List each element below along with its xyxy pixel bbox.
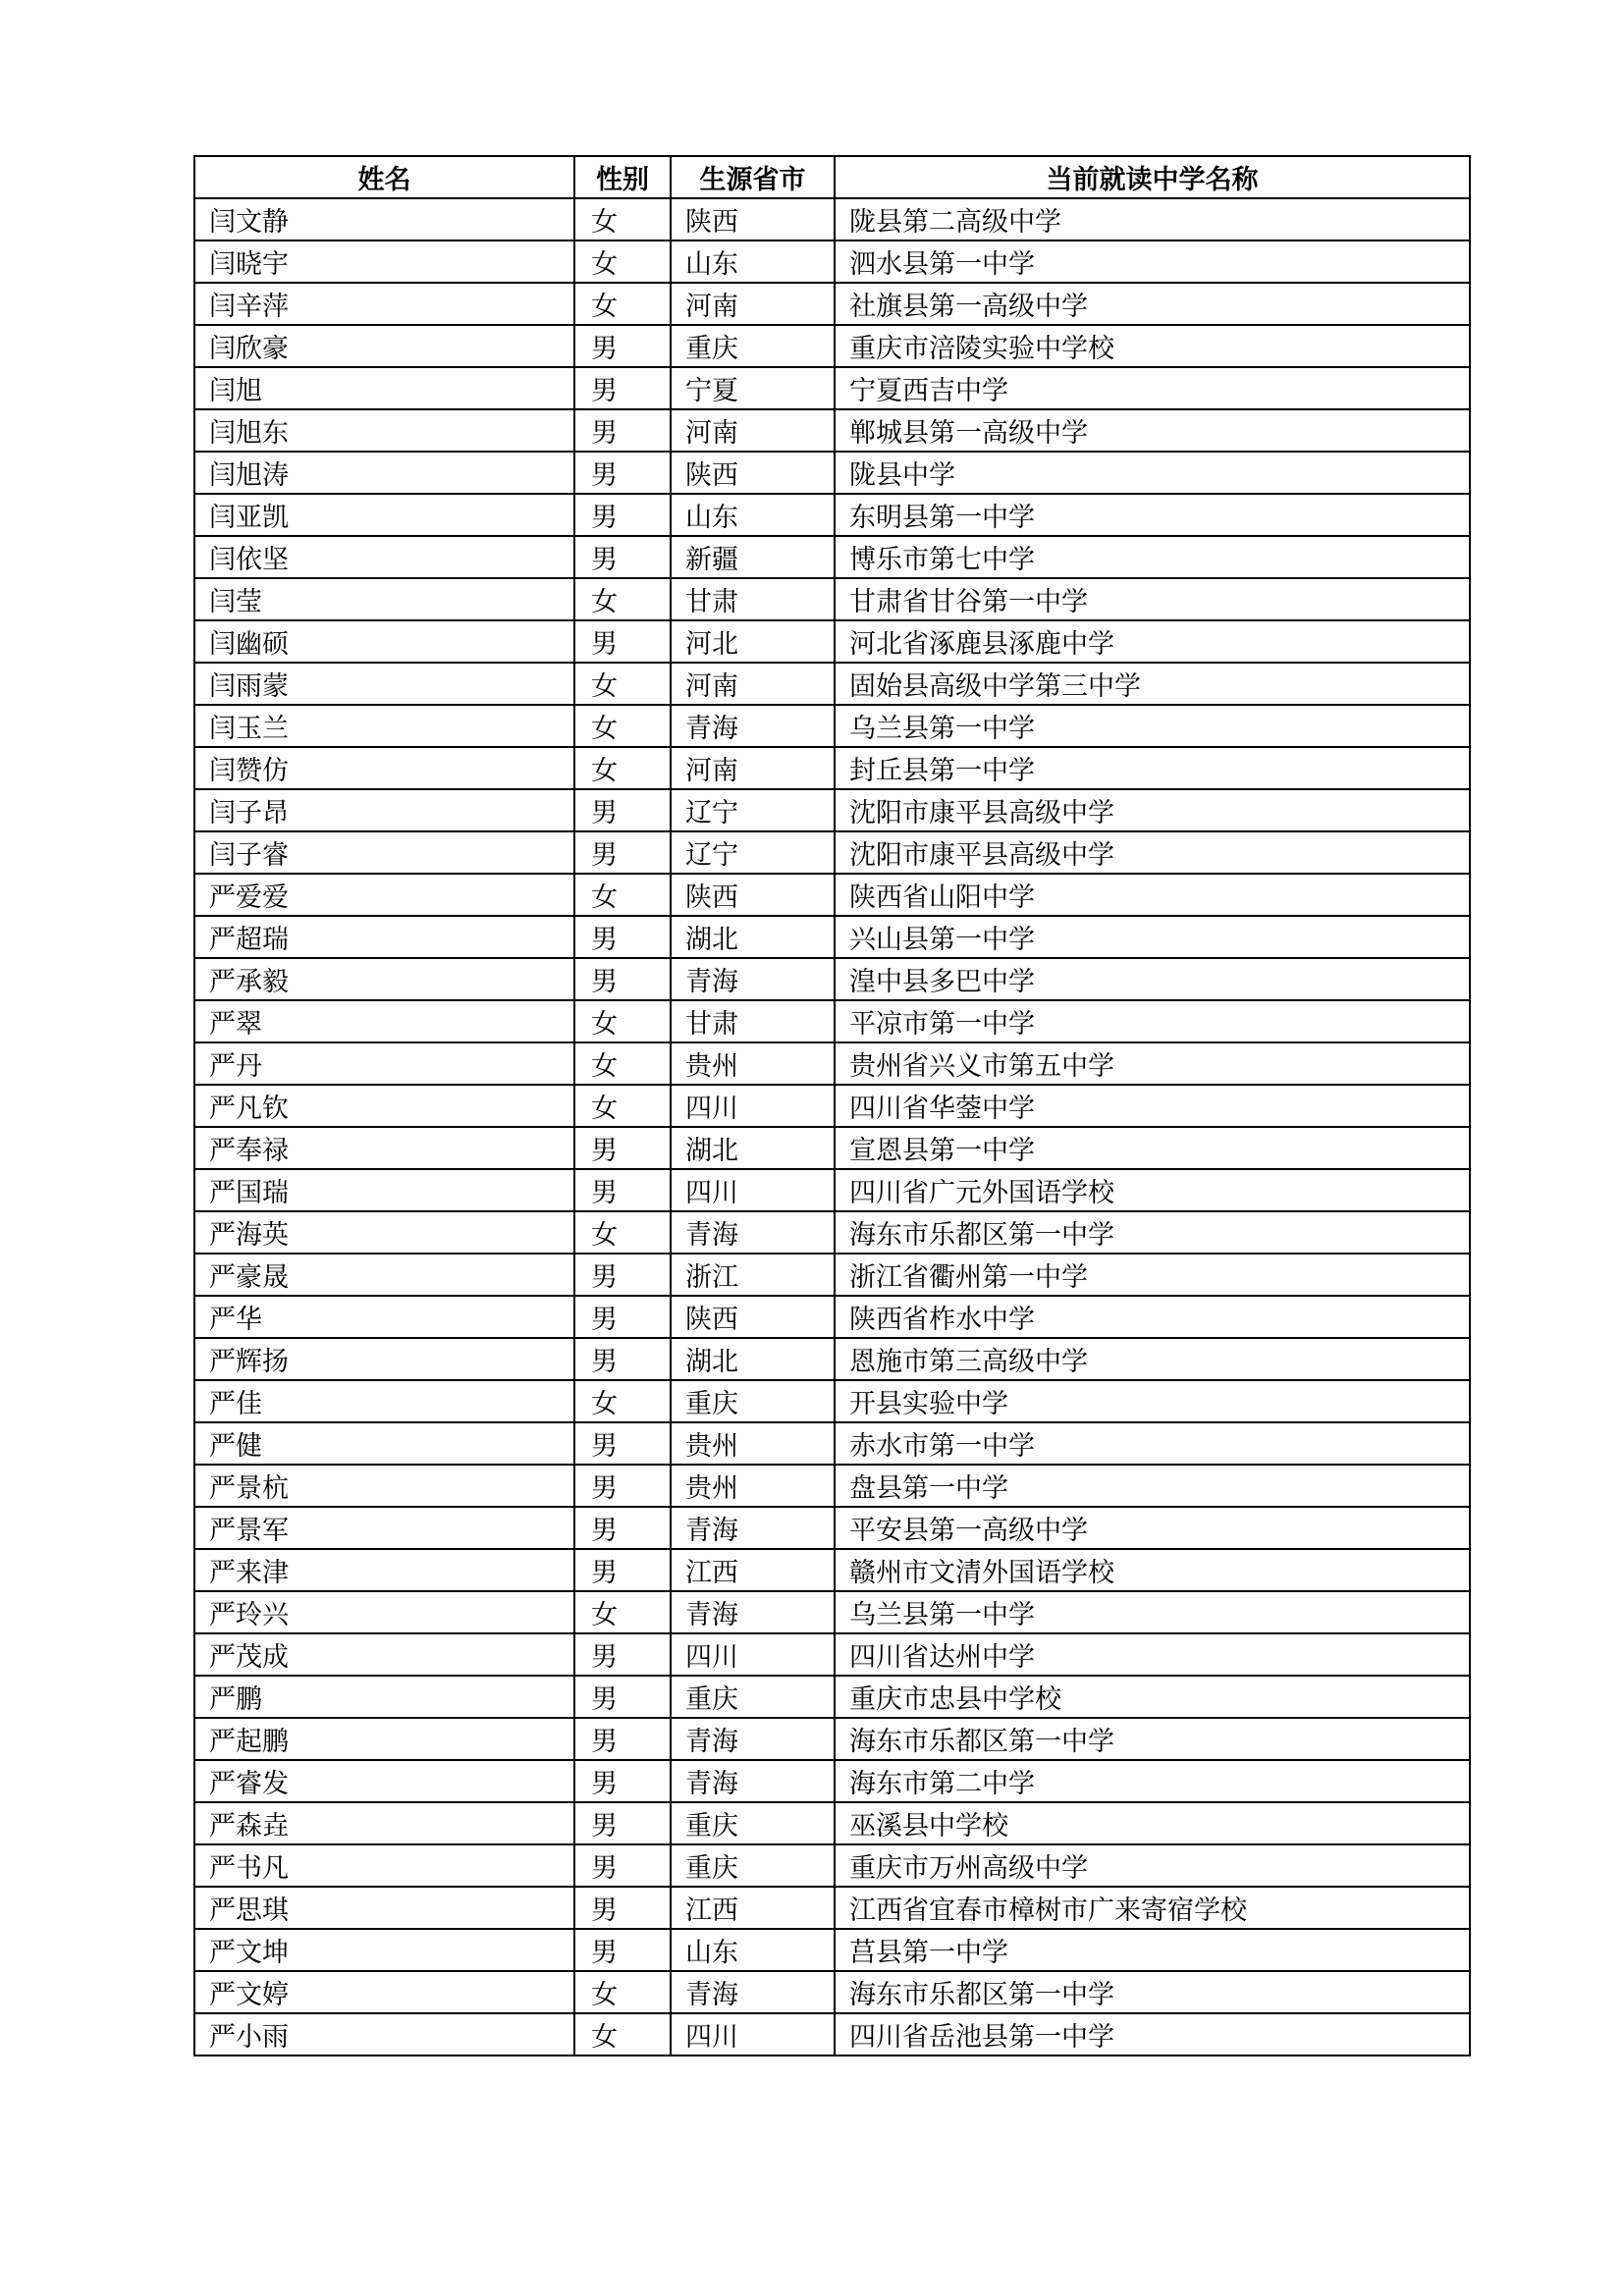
gender-cell: 男 bbox=[574, 1127, 671, 1169]
table-row bbox=[194, 325, 1470, 367]
gender-cell: 男 bbox=[574, 789, 671, 831]
school-cell: 陕西省山阳中学 bbox=[835, 874, 1470, 916]
province-cell: 甘肃 bbox=[671, 1000, 835, 1042]
name-cell: 严华 bbox=[194, 1296, 574, 1338]
province-cell: 青海 bbox=[671, 1211, 835, 1254]
name-cell: 闫莹 bbox=[194, 578, 574, 620]
province-cell: 山东 bbox=[671, 1929, 835, 1971]
table-row bbox=[194, 1633, 1470, 1676]
name-cell: 严辉扬 bbox=[194, 1338, 574, 1380]
school-cell: 恩施市第三高级中学 bbox=[835, 1338, 1470, 1380]
table-row bbox=[194, 1465, 1470, 1507]
table-row bbox=[194, 1718, 1470, 1760]
name-cell: 闫旭 bbox=[194, 367, 574, 409]
table-row bbox=[194, 789, 1470, 831]
school-cell: 四川省达州中学 bbox=[835, 1633, 1470, 1676]
school-cell: 东明县第一中学 bbox=[835, 494, 1470, 536]
name-cell: 严文婷 bbox=[194, 1971, 574, 2013]
province-cell: 青海 bbox=[671, 1507, 835, 1549]
name-cell: 严凡钦 bbox=[194, 1085, 574, 1127]
table-row bbox=[194, 1422, 1470, 1465]
school-cell: 陕西省柞水中学 bbox=[835, 1296, 1470, 1338]
province-cell: 河北 bbox=[671, 620, 835, 663]
name-cell: 严爱爱 bbox=[194, 874, 574, 916]
gender-cell: 男 bbox=[574, 452, 671, 494]
province-cell: 四川 bbox=[671, 2013, 835, 2056]
school-cell: 沈阳市康平县高级中学 bbox=[835, 831, 1470, 874]
gender-cell: 男 bbox=[574, 620, 671, 663]
school-cell: 盘县第一中学 bbox=[835, 1465, 1470, 1507]
province-cell: 青海 bbox=[671, 1760, 835, 1802]
gender-cell: 女 bbox=[574, 198, 671, 240]
name-cell: 严思琪 bbox=[194, 1887, 574, 1929]
name-cell: 严翠 bbox=[194, 1000, 574, 1042]
name-cell: 严豪晟 bbox=[194, 1254, 574, 1296]
gender-cell: 男 bbox=[574, 1929, 671, 1971]
gender-cell: 男 bbox=[574, 1760, 671, 1802]
gender-cell: 男 bbox=[574, 536, 671, 578]
name-cell: 严来津 bbox=[194, 1549, 574, 1591]
table-row bbox=[194, 240, 1470, 283]
table-row bbox=[194, 494, 1470, 536]
school-cell: 封丘县第一中学 bbox=[835, 747, 1470, 789]
table-row bbox=[194, 2013, 1470, 2056]
province-cell: 江西 bbox=[671, 1549, 835, 1591]
province-cell: 湖北 bbox=[671, 1127, 835, 1169]
gender-cell: 女 bbox=[574, 705, 671, 747]
school-cell: 海东市第二中学 bbox=[835, 1760, 1470, 1802]
gender-cell: 女 bbox=[574, 874, 671, 916]
school-cell: 四川省华蓥中学 bbox=[835, 1085, 1470, 1127]
province-cell: 浙江 bbox=[671, 1254, 835, 1296]
name-cell: 严超瑞 bbox=[194, 916, 574, 958]
province-cell: 贵州 bbox=[671, 1422, 835, 1465]
table-row bbox=[194, 409, 1470, 452]
gender-cell: 男 bbox=[574, 1254, 671, 1296]
table-row bbox=[194, 1296, 1470, 1338]
table-row bbox=[194, 916, 1470, 958]
province-cell: 河南 bbox=[671, 283, 835, 325]
school-cell: 河北省涿鹿县涿鹿中学 bbox=[835, 620, 1470, 663]
province-cell: 江西 bbox=[671, 1887, 835, 1929]
province-cell: 河南 bbox=[671, 663, 835, 705]
school-cell: 湟中县多巴中学 bbox=[835, 958, 1470, 1000]
gender-cell: 男 bbox=[574, 1802, 671, 1844]
province-cell: 陕西 bbox=[671, 452, 835, 494]
table-row bbox=[194, 747, 1470, 789]
header-name: 姓名 bbox=[194, 156, 574, 198]
school-cell: 沈阳市康平县高级中学 bbox=[835, 789, 1470, 831]
school-cell: 海东市乐都区第一中学 bbox=[835, 1211, 1470, 1254]
gender-cell: 男 bbox=[574, 1633, 671, 1676]
province-cell: 湖北 bbox=[671, 1338, 835, 1380]
gender-cell: 女 bbox=[574, 747, 671, 789]
name-cell: 闫玉兰 bbox=[194, 705, 574, 747]
school-cell: 平凉市第一中学 bbox=[835, 1000, 1470, 1042]
school-cell: 重庆市忠县中学校 bbox=[835, 1676, 1470, 1718]
table-row bbox=[194, 1042, 1470, 1085]
name-cell: 闫雨蒙 bbox=[194, 663, 574, 705]
name-cell: 闫旭东 bbox=[194, 409, 574, 452]
gender-cell: 男 bbox=[574, 1718, 671, 1760]
gender-cell: 男 bbox=[574, 1465, 671, 1507]
province-cell: 河南 bbox=[671, 747, 835, 789]
table-row bbox=[194, 1929, 1470, 1971]
name-cell: 严奉禄 bbox=[194, 1127, 574, 1169]
table-row bbox=[194, 452, 1470, 494]
school-cell: 郸城县第一高级中学 bbox=[835, 409, 1470, 452]
gender-cell: 男 bbox=[574, 916, 671, 958]
table-row bbox=[194, 705, 1470, 747]
gender-cell: 男 bbox=[574, 1169, 671, 1211]
school-cell: 甘肃省甘谷第一中学 bbox=[835, 578, 1470, 620]
name-cell: 严佳 bbox=[194, 1380, 574, 1422]
table-row bbox=[194, 1211, 1470, 1254]
table-row bbox=[194, 874, 1470, 916]
school-cell: 江西省宜春市樟树市广来寄宿学校 bbox=[835, 1887, 1470, 1929]
header-school: 当前就读中学名称 bbox=[835, 156, 1470, 198]
table-row bbox=[194, 958, 1470, 1000]
gender-cell: 女 bbox=[574, 1085, 671, 1127]
name-cell: 严健 bbox=[194, 1422, 574, 1465]
school-cell: 四川省广元外国语学校 bbox=[835, 1169, 1470, 1211]
table-row bbox=[194, 1127, 1470, 1169]
province-cell: 湖北 bbox=[671, 916, 835, 958]
name-cell: 严承毅 bbox=[194, 958, 574, 1000]
name-cell: 闫子睿 bbox=[194, 831, 574, 874]
table-row bbox=[194, 1169, 1470, 1211]
school-cell: 赣州市文清外国语学校 bbox=[835, 1549, 1470, 1591]
table-row bbox=[194, 620, 1470, 663]
header-gender: 性别 bbox=[574, 156, 671, 198]
name-cell: 严小雨 bbox=[194, 2013, 574, 2056]
header-province: 生源省市 bbox=[671, 156, 835, 198]
name-cell: 严国瑞 bbox=[194, 1169, 574, 1211]
gender-cell: 女 bbox=[574, 578, 671, 620]
name-cell: 严起鹏 bbox=[194, 1718, 574, 1760]
school-cell: 宣恩县第一中学 bbox=[835, 1127, 1470, 1169]
table-row bbox=[194, 1338, 1470, 1380]
province-cell: 新疆 bbox=[671, 536, 835, 578]
province-cell: 甘肃 bbox=[671, 578, 835, 620]
name-cell: 严睿发 bbox=[194, 1760, 574, 1802]
name-cell: 闫旭涛 bbox=[194, 452, 574, 494]
name-cell: 严景军 bbox=[194, 1507, 574, 1549]
table-row bbox=[194, 1549, 1470, 1591]
gender-cell: 女 bbox=[574, 1971, 671, 2013]
province-cell: 青海 bbox=[671, 1591, 835, 1633]
school-cell: 博乐市第七中学 bbox=[835, 536, 1470, 578]
name-cell: 严茂成 bbox=[194, 1633, 574, 1676]
table-row bbox=[194, 663, 1470, 705]
table-row bbox=[194, 198, 1470, 240]
province-cell: 重庆 bbox=[671, 1802, 835, 1844]
school-cell: 浙江省衢州第一中学 bbox=[835, 1254, 1470, 1296]
school-cell: 莒县第一中学 bbox=[835, 1929, 1470, 1971]
gender-cell: 男 bbox=[574, 1844, 671, 1887]
table-row bbox=[194, 1971, 1470, 2013]
school-cell: 陇县中学 bbox=[835, 452, 1470, 494]
school-cell: 巫溪县中学校 bbox=[835, 1802, 1470, 1844]
name-cell: 闫欣豪 bbox=[194, 325, 574, 367]
name-cell: 闫赞仿 bbox=[194, 747, 574, 789]
province-cell: 辽宁 bbox=[671, 831, 835, 874]
table-row bbox=[194, 1254, 1470, 1296]
gender-cell: 男 bbox=[574, 367, 671, 409]
table-row bbox=[194, 1591, 1470, 1633]
school-cell: 重庆市万州高级中学 bbox=[835, 1844, 1470, 1887]
school-cell: 重庆市涪陵实验中学校 bbox=[835, 325, 1470, 367]
province-cell: 青海 bbox=[671, 1718, 835, 1760]
gender-cell: 女 bbox=[574, 240, 671, 283]
gender-cell: 男 bbox=[574, 1549, 671, 1591]
gender-cell: 女 bbox=[574, 1211, 671, 1254]
name-cell: 严森垚 bbox=[194, 1802, 574, 1844]
gender-cell: 女 bbox=[574, 283, 671, 325]
name-cell: 闫子昂 bbox=[194, 789, 574, 831]
name-cell: 严玲兴 bbox=[194, 1591, 574, 1633]
school-cell: 泗水县第一中学 bbox=[835, 240, 1470, 283]
province-cell: 河南 bbox=[671, 409, 835, 452]
gender-cell: 男 bbox=[574, 409, 671, 452]
school-cell: 乌兰县第一中学 bbox=[835, 705, 1470, 747]
name-cell: 严鹏 bbox=[194, 1676, 574, 1718]
gender-cell: 女 bbox=[574, 1000, 671, 1042]
school-cell: 陇县第二高级中学 bbox=[835, 198, 1470, 240]
name-cell: 闫辛萍 bbox=[194, 283, 574, 325]
school-cell: 海东市乐都区第一中学 bbox=[835, 1971, 1470, 2013]
table-row bbox=[194, 1085, 1470, 1127]
school-cell: 贵州省兴义市第五中学 bbox=[835, 1042, 1470, 1085]
name-cell: 严书凡 bbox=[194, 1844, 574, 1887]
school-cell: 开县实验中学 bbox=[835, 1380, 1470, 1422]
school-cell: 海东市乐都区第一中学 bbox=[835, 1718, 1470, 1760]
province-cell: 重庆 bbox=[671, 1380, 835, 1422]
table-row bbox=[194, 1844, 1470, 1887]
table-row bbox=[194, 1887, 1470, 1929]
gender-cell: 女 bbox=[574, 663, 671, 705]
province-cell: 青海 bbox=[671, 1971, 835, 2013]
gender-cell: 女 bbox=[574, 2013, 671, 2056]
province-cell: 山东 bbox=[671, 240, 835, 283]
name-cell: 严丹 bbox=[194, 1042, 574, 1085]
province-cell: 四川 bbox=[671, 1633, 835, 1676]
school-cell: 兴山县第一中学 bbox=[835, 916, 1470, 958]
province-cell: 陕西 bbox=[671, 874, 835, 916]
name-cell: 严景杭 bbox=[194, 1465, 574, 1507]
province-cell: 贵州 bbox=[671, 1465, 835, 1507]
gender-cell: 男 bbox=[574, 1676, 671, 1718]
name-cell: 严海英 bbox=[194, 1211, 574, 1254]
table-row bbox=[194, 1380, 1470, 1422]
table-row bbox=[194, 1676, 1470, 1718]
name-cell: 闫幽硕 bbox=[194, 620, 574, 663]
school-cell: 乌兰县第一中学 bbox=[835, 1591, 1470, 1633]
province-cell: 陕西 bbox=[671, 198, 835, 240]
school-cell: 平安县第一高级中学 bbox=[835, 1507, 1470, 1549]
table-row bbox=[194, 578, 1470, 620]
province-cell: 陕西 bbox=[671, 1296, 835, 1338]
school-cell: 四川省岳池县第一中学 bbox=[835, 2013, 1470, 2056]
gender-cell: 男 bbox=[574, 1887, 671, 1929]
table-row bbox=[194, 1760, 1470, 1802]
province-cell: 贵州 bbox=[671, 1042, 835, 1085]
gender-cell: 男 bbox=[574, 494, 671, 536]
name-cell: 严文坤 bbox=[194, 1929, 574, 1971]
province-cell: 辽宁 bbox=[671, 789, 835, 831]
province-cell: 宁夏 bbox=[671, 367, 835, 409]
school-cell: 社旗县第一高级中学 bbox=[835, 283, 1470, 325]
gender-cell: 男 bbox=[574, 1422, 671, 1465]
table-row bbox=[194, 1802, 1470, 1844]
province-cell: 青海 bbox=[671, 958, 835, 1000]
school-cell: 宁夏西吉中学 bbox=[835, 367, 1470, 409]
province-cell: 重庆 bbox=[671, 325, 835, 367]
student-table bbox=[193, 155, 1471, 2056]
province-cell: 青海 bbox=[671, 705, 835, 747]
province-cell: 山东 bbox=[671, 494, 835, 536]
name-cell: 闫文静 bbox=[194, 198, 574, 240]
header-row bbox=[194, 156, 1470, 198]
gender-cell: 男 bbox=[574, 1507, 671, 1549]
table-row bbox=[194, 1507, 1470, 1549]
province-cell: 重庆 bbox=[671, 1844, 835, 1887]
gender-cell: 女 bbox=[574, 1591, 671, 1633]
gender-cell: 男 bbox=[574, 325, 671, 367]
school-cell: 固始县高级中学第三中学 bbox=[835, 663, 1470, 705]
table-row bbox=[194, 283, 1470, 325]
province-cell: 四川 bbox=[671, 1169, 835, 1211]
school-cell: 赤水市第一中学 bbox=[835, 1422, 1470, 1465]
name-cell: 闫晓宇 bbox=[194, 240, 574, 283]
name-cell: 闫亚凯 bbox=[194, 494, 574, 536]
gender-cell: 女 bbox=[574, 1380, 671, 1422]
table-row bbox=[194, 536, 1470, 578]
gender-cell: 男 bbox=[574, 1296, 671, 1338]
province-cell: 四川 bbox=[671, 1085, 835, 1127]
gender-cell: 男 bbox=[574, 1338, 671, 1380]
table-row bbox=[194, 831, 1470, 874]
gender-cell: 男 bbox=[574, 958, 671, 1000]
table-row bbox=[194, 367, 1470, 409]
table-row bbox=[194, 1000, 1470, 1042]
gender-cell: 女 bbox=[574, 1042, 671, 1085]
gender-cell: 男 bbox=[574, 831, 671, 874]
province-cell: 重庆 bbox=[671, 1676, 835, 1718]
name-cell: 闫依坚 bbox=[194, 536, 574, 578]
